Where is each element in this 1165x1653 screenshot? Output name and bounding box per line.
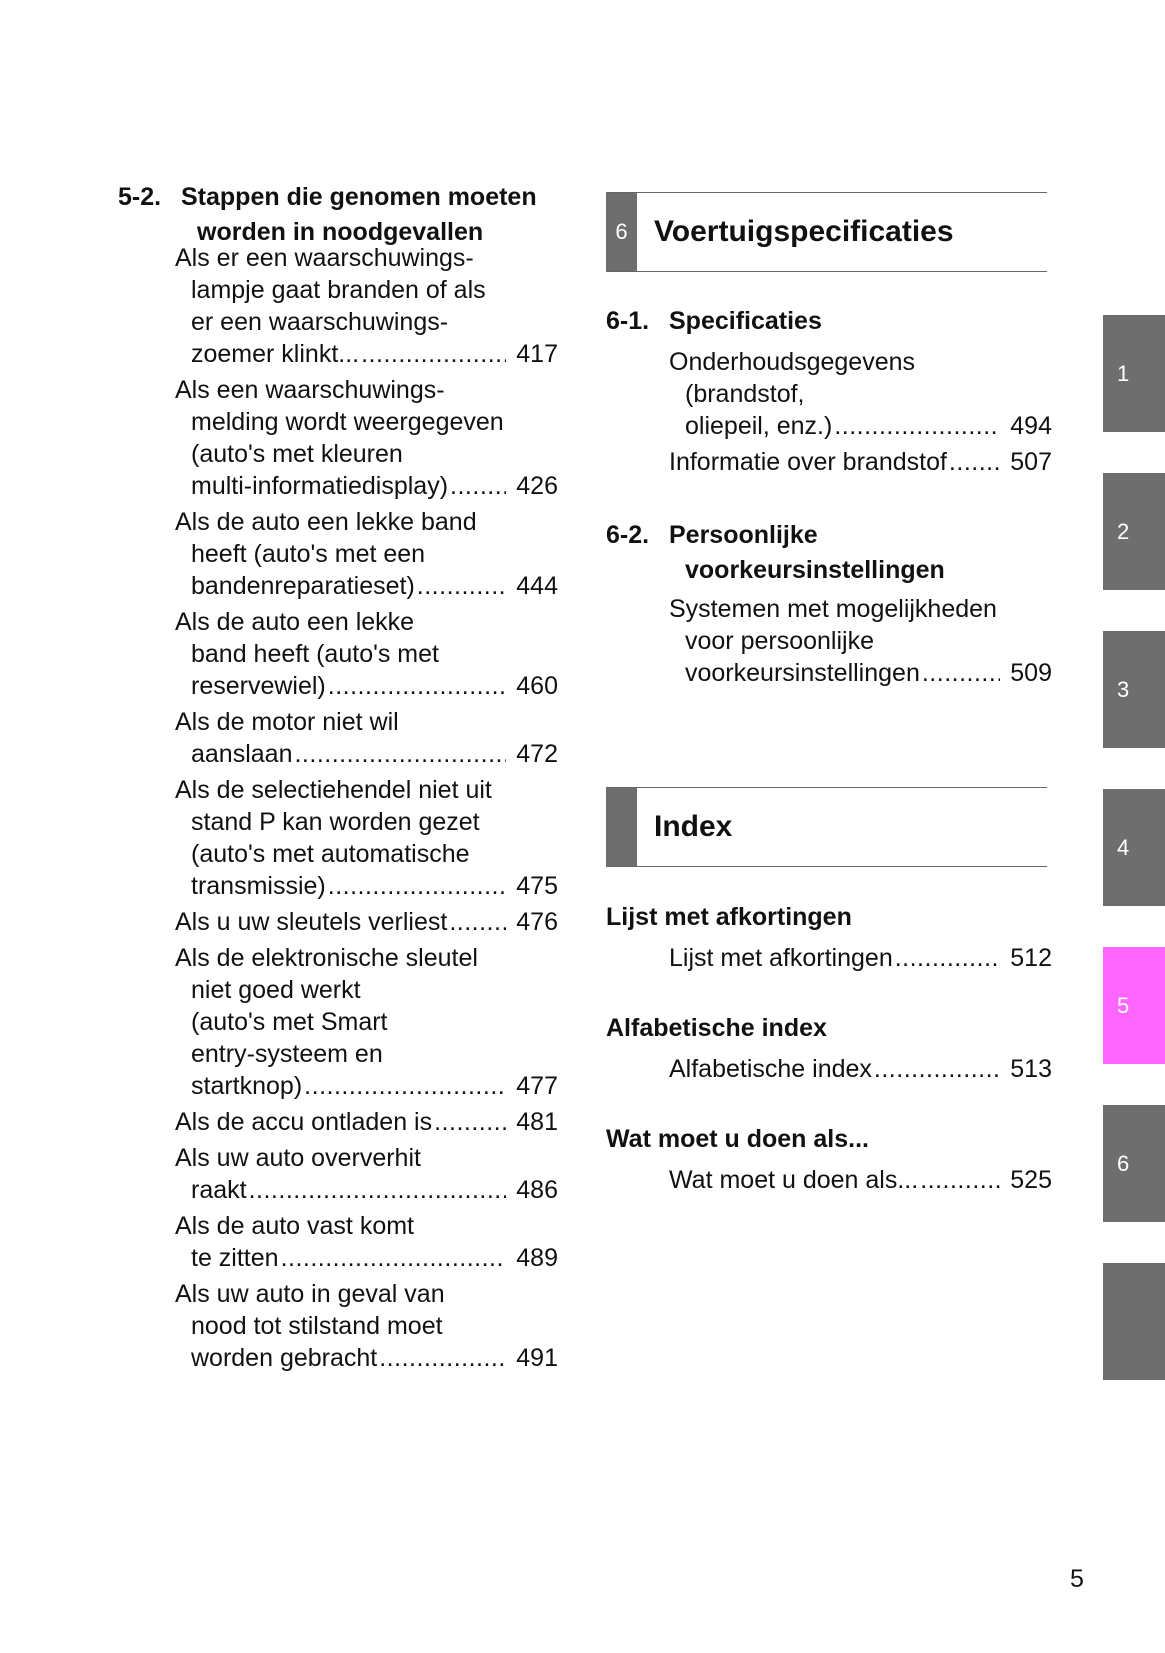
chapter-tab-1[interactable] bbox=[1103, 315, 1165, 432]
toc-entry-text: Wat moet u doen als... bbox=[669, 1166, 919, 1194]
toc-entry[interactable] bbox=[175, 374, 558, 502]
toc-entry-last-line bbox=[175, 906, 558, 938]
chapter-tab bbox=[606, 788, 637, 866]
toc-entry-text: Informatie over brandstof bbox=[669, 448, 947, 476]
leader-dots bbox=[893, 942, 1001, 974]
chapter-tab-2[interactable] bbox=[1103, 473, 1165, 590]
toc-entry-line: (auto's met automatische bbox=[191, 840, 470, 868]
leader-dots bbox=[292, 738, 506, 770]
toc-entry-line: Als de auto een lekke band bbox=[175, 508, 477, 536]
chapter-tab-blank[interactable] bbox=[1103, 1263, 1165, 1380]
toc-entry-line: nood tot stilstand moet bbox=[191, 1312, 443, 1340]
section-title-line1: Persoonlijke bbox=[669, 521, 818, 549]
section-number: 5-2. bbox=[118, 183, 162, 211]
leader-dots bbox=[432, 1106, 506, 1138]
toc-entry-text: Alfabetische index bbox=[669, 1055, 872, 1083]
toc-entry-last-line bbox=[175, 1174, 558, 1206]
toc-entry-line: Als de auto een lekke bbox=[175, 608, 415, 636]
toc-entry[interactable] bbox=[175, 506, 558, 602]
page-reference: 507 bbox=[1010, 448, 1052, 476]
chapter-tab-label: 5 bbox=[1117, 992, 1130, 1018]
chapter-tab-label: 3 bbox=[1117, 676, 1130, 702]
toc-entry-line: entry-systeem en bbox=[191, 1040, 383, 1068]
toc-entry[interactable] bbox=[175, 1106, 558, 1138]
toc-entry[interactable] bbox=[175, 706, 558, 770]
toc-entry-last-line bbox=[175, 470, 558, 502]
toc-entry-last-line bbox=[175, 1106, 558, 1138]
index-group-title: Lijst met afkortingen bbox=[606, 903, 852, 931]
page-reference: 486 bbox=[516, 1176, 558, 1204]
toc-entry-last-line bbox=[175, 338, 558, 370]
toc-entry-line: Als uw auto oververhit bbox=[175, 1144, 421, 1172]
page-reference: 525 bbox=[1010, 1166, 1052, 1194]
page-reference: 491 bbox=[516, 1344, 558, 1372]
toc-entry[interactable] bbox=[175, 1142, 558, 1206]
toc-entry[interactable] bbox=[175, 1210, 558, 1274]
toc-entry-text: zoemer klinkt... bbox=[191, 340, 360, 368]
section-title-line2: voorkeursinstellingen bbox=[685, 556, 945, 584]
chapter-tab-label: 1 bbox=[1117, 360, 1130, 386]
toc-entry-last-line bbox=[669, 657, 1052, 689]
toc-entry-line: Als de elektronische sleutel bbox=[175, 944, 478, 972]
toc-entry[interactable] bbox=[669, 942, 1052, 974]
chapter-title: Index bbox=[654, 810, 733, 843]
toc-entry-line: Als de selectiehendel niet uit bbox=[175, 776, 492, 804]
page-reference: 417 bbox=[516, 340, 558, 368]
toc-entry-text: Als u uw sleutels verliest bbox=[175, 908, 448, 936]
chapter-tab-label: 4 bbox=[1117, 834, 1130, 860]
toc-entry-last-line bbox=[175, 670, 558, 702]
page-reference: 472 bbox=[516, 740, 558, 768]
leader-dots bbox=[448, 470, 506, 502]
index-group-title: Alfabetische index bbox=[606, 1014, 827, 1042]
page-reference: 444 bbox=[516, 572, 558, 600]
toc-entry-line: melding wordt weergegeven bbox=[191, 408, 504, 436]
toc-entry-last-line bbox=[669, 1053, 1052, 1085]
chapter-tab-label: 6 bbox=[1117, 1150, 1130, 1176]
toc-entry-last-line bbox=[175, 738, 558, 770]
index-group-title: Wat moet u doen als... bbox=[606, 1125, 869, 1153]
toc-entry[interactable] bbox=[175, 774, 558, 902]
page-reference: 489 bbox=[516, 1244, 558, 1272]
toc-entry[interactable] bbox=[175, 606, 558, 702]
toc-entry-line: band heeft (auto's met bbox=[191, 640, 439, 668]
toc-entry-last-line bbox=[669, 410, 1052, 442]
leader-dots bbox=[302, 1070, 506, 1102]
chapter-tab-6[interactable] bbox=[1103, 1105, 1165, 1222]
toc-entry[interactable] bbox=[669, 446, 1052, 478]
toc-entry-line: Als een waarschuwings- bbox=[175, 376, 445, 404]
toc-entry-line: (brandstof, bbox=[685, 380, 805, 408]
leader-dots bbox=[247, 1174, 507, 1206]
toc-entry-last-line bbox=[669, 446, 1052, 478]
leader-dots bbox=[832, 410, 1000, 442]
section-title-line2: worden in noodgevallen bbox=[197, 218, 484, 246]
chapter-tab: 6 bbox=[606, 193, 637, 271]
leader-dots bbox=[326, 870, 507, 902]
toc-entry[interactable] bbox=[669, 593, 1052, 689]
toc-entry-last-line bbox=[669, 1164, 1052, 1196]
leader-dots bbox=[872, 1053, 1000, 1085]
leader-dots bbox=[279, 1242, 507, 1274]
toc-entry-text: transmissie) bbox=[191, 872, 326, 900]
toc-entry-line: (auto's met Smart bbox=[191, 1008, 388, 1036]
toc-entry-line: voor persoonlijke bbox=[685, 627, 874, 655]
toc-entry-last-line bbox=[175, 870, 558, 902]
toc-entry[interactable] bbox=[669, 1053, 1052, 1085]
toc-entry-last-line bbox=[175, 570, 558, 602]
chapter-6-header[interactable] bbox=[606, 192, 1047, 272]
toc-entry-line: er een waarschuwings- bbox=[191, 308, 449, 336]
toc-entry[interactable] bbox=[669, 1164, 1052, 1196]
toc-entry-line: Als de motor niet wil bbox=[175, 708, 399, 736]
page-reference: 513 bbox=[1010, 1055, 1052, 1083]
leader-dots bbox=[920, 657, 1000, 689]
toc-entry-text: bandenreparatieset) bbox=[191, 572, 415, 600]
toc-entry-text: voorkeursinstellingen bbox=[685, 659, 920, 687]
chapter-tab-label: 2 bbox=[1117, 518, 1130, 544]
page-reference: 477 bbox=[516, 1072, 558, 1100]
toc-entry-text: reservewiel) bbox=[191, 672, 326, 700]
toc-entry-text: raakt bbox=[191, 1176, 247, 1204]
index-chapter-header[interactable] bbox=[606, 787, 1047, 867]
toc-entry-last-line bbox=[669, 942, 1052, 974]
section-title: Specificaties bbox=[669, 307, 822, 335]
leader-dots bbox=[447, 906, 506, 938]
toc-entry[interactable] bbox=[175, 1278, 558, 1374]
page-reference: 475 bbox=[516, 872, 558, 900]
chapter-tab-5[interactable] bbox=[1103, 947, 1165, 1064]
toc-entry-text: Als de accu ontladen is bbox=[175, 1108, 433, 1136]
toc-entry-line: lampje gaat branden of als bbox=[191, 276, 486, 304]
section-title bbox=[181, 180, 537, 250]
toc-entry-line: Als uw auto in geval van bbox=[175, 1280, 445, 1308]
chapter-title: Voertuigspecificaties bbox=[654, 215, 954, 248]
toc-entry-text: startknop) bbox=[191, 1072, 303, 1100]
leader-dots bbox=[947, 446, 1000, 478]
toc-entry-text: te zitten bbox=[191, 1244, 279, 1272]
page-reference: 481 bbox=[516, 1108, 558, 1136]
page-reference: 494 bbox=[1010, 412, 1052, 440]
toc-entry-text: multi-informatiedisplay) bbox=[191, 472, 449, 500]
toc-entry-line: Systemen met mogelijkheden bbox=[669, 595, 997, 623]
section-number: 6-2. bbox=[606, 521, 650, 549]
toc-entry-line: Als de auto vast komt bbox=[175, 1212, 415, 1240]
section-title-line1: Stappen die genomen moeten bbox=[181, 183, 537, 211]
leader-dots bbox=[377, 1342, 506, 1374]
toc-entry-last-line bbox=[175, 1070, 558, 1102]
section-number: 6-1. bbox=[606, 307, 650, 335]
leader-dots bbox=[326, 670, 507, 702]
toc-entry-line: niet goed werkt bbox=[191, 976, 361, 1004]
toc-entry-line: Onderhoudsgegevens bbox=[669, 348, 916, 376]
page-reference: 476 bbox=[516, 908, 558, 936]
toc-entry-line: stand P kan worden gezet bbox=[191, 808, 480, 836]
toc-entry[interactable] bbox=[175, 942, 558, 1102]
section-title bbox=[669, 518, 945, 588]
toc-entry-line: heeft (auto's met een bbox=[191, 540, 426, 568]
page-reference: 509 bbox=[1010, 659, 1052, 687]
chapter-tab-4[interactable] bbox=[1103, 789, 1165, 906]
page-reference: 460 bbox=[516, 672, 558, 700]
toc-entry-last-line bbox=[175, 1342, 558, 1374]
page-reference: 426 bbox=[516, 472, 558, 500]
page-reference: 512 bbox=[1010, 944, 1052, 972]
page-number: 5 bbox=[1070, 1565, 1084, 1593]
toc-entry-line: Als er een waarschuwings- bbox=[175, 244, 474, 272]
leader-dots bbox=[415, 570, 507, 602]
leader-dots bbox=[918, 1164, 1000, 1196]
toc-entry[interactable] bbox=[175, 242, 558, 370]
leader-dots bbox=[359, 338, 506, 370]
chapter-tab-3[interactable] bbox=[1103, 631, 1165, 748]
toc-entry[interactable] bbox=[669, 346, 1052, 442]
toc-entry-last-line bbox=[175, 1242, 558, 1274]
toc-entry[interactable] bbox=[175, 906, 558, 938]
toc-entry-line: (auto's met kleuren bbox=[191, 440, 403, 468]
toc-entry-text: oliepeil, enz.) bbox=[685, 412, 833, 440]
toc-entry-text: Lijst met afkortingen bbox=[669, 944, 893, 972]
toc-entry-text: aanslaan bbox=[191, 740, 293, 768]
toc-entry-text: worden gebracht bbox=[191, 1344, 378, 1372]
